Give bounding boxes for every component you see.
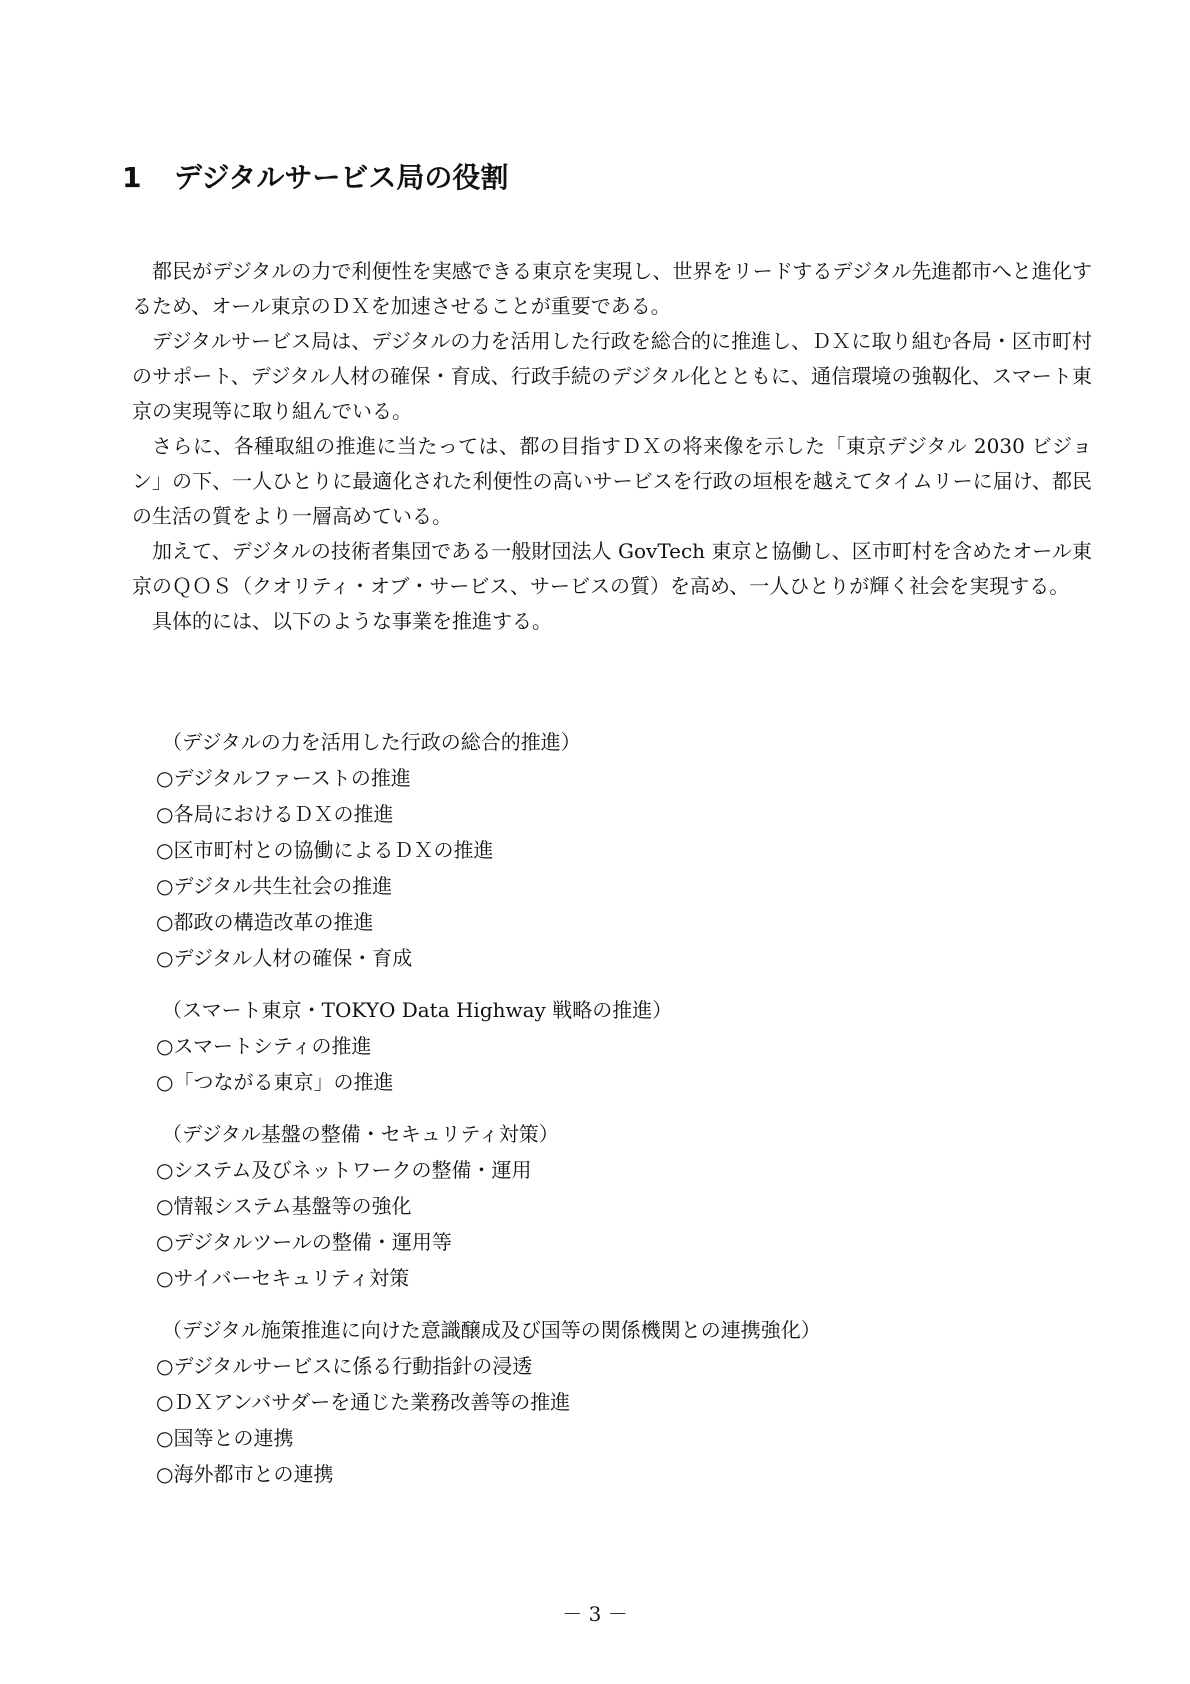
list-item	[156, 760, 1056, 796]
circle-bullet-icon: ○	[156, 1158, 174, 1182]
section-title: （デジタル基盤の整備・セキュリティ対策）	[162, 1122, 559, 1146]
item-label: スマートシティの推進	[173, 1034, 372, 1058]
circle-bullet-icon: ○	[156, 838, 174, 862]
page-number: － 3 －	[562, 1602, 628, 1626]
item-label: 各局におけるＤＸの推進	[173, 802, 394, 826]
circle-bullet-icon: ○	[156, 1230, 174, 1254]
item-label: 海外都市との連携	[173, 1462, 334, 1486]
list-item	[156, 904, 1056, 940]
item-label: システム及びネットワークの整備・運用	[173, 1158, 532, 1182]
paragraph: さらに、各種取組の推進に当たっては、都の目指すＤＸの将来像を示した「東京デジタル 2030 ビジョン」の下、一人ひとりに最適化された利便性の高いサービスを行政の垣根を越えてタイムリーに届け、都民の生活の質をより一層高めている。	[132, 434, 1092, 528]
item-label: デジタル共生社会の推進	[173, 874, 393, 898]
item-label: 情報システム基盤等の強化	[173, 1194, 412, 1218]
item-label: デジタルファーストの推進	[173, 766, 411, 790]
circle-bullet-icon: ○	[156, 1426, 174, 1450]
list-item	[156, 1064, 1056, 1100]
list-item	[156, 1348, 1056, 1384]
item-label: サイバーセキュリティ対策	[173, 1266, 410, 1290]
item-label: 区市町村との協働によるＤＸの推進	[173, 838, 494, 862]
list-item	[156, 832, 1056, 868]
list-item	[156, 1456, 1056, 1492]
list-item	[156, 1188, 1056, 1224]
circle-bullet-icon: ○	[156, 946, 174, 970]
item-label: 「つながる東京」の推進	[173, 1070, 394, 1094]
circle-bullet-icon: ○	[156, 1390, 174, 1414]
paragraph: 加えて、デジタルの技術者集団である一般財団法人 GovTech 東京と協働し、区市町村を含めたオール東京のＱＯＳ（クオリティ・オブ・サービス、サービスの質）を高め、一人ひとりが輝く社会を実現する。	[132, 539, 1092, 598]
list-item	[156, 796, 1056, 832]
page-heading	[122, 158, 508, 198]
item-label: デジタル人材の確保・育成	[173, 946, 413, 970]
item-label: 都政の構造改革の推進	[173, 910, 374, 934]
initiative-sections	[156, 724, 1056, 1508]
circle-bullet-icon: ○	[156, 802, 174, 826]
section-awareness-cooperation	[156, 1312, 1056, 1492]
section-digital-infrastructure	[156, 1116, 1056, 1296]
heading-number: 1	[122, 161, 142, 194]
circle-bullet-icon: ○	[156, 1354, 174, 1378]
paragraph: デジタルサービス局は、デジタルの力を活用した行政を総合的に推進し、ＤＸに取り組む各局・区市町村のサポート、デジタル人材の確保・育成、行政手続のデジタル化とともに、通信環境の強靱化、スマート東京の実現等に取り組んでいる。	[132, 329, 1092, 423]
list-item	[156, 1152, 1056, 1188]
circle-bullet-icon: ○	[156, 1266, 174, 1290]
list-item	[156, 1420, 1056, 1456]
circle-bullet-icon: ○	[156, 766, 174, 790]
list-item	[156, 1028, 1056, 1064]
circle-bullet-icon: ○	[156, 1070, 174, 1094]
list-item	[156, 940, 1056, 976]
list-item	[156, 1260, 1056, 1296]
circle-bullet-icon: ○	[156, 1194, 174, 1218]
list-item	[156, 1384, 1056, 1420]
paragraph: 都民がデジタルの力で利便性を実感できる東京を実現し、世界をリードするデジタル先進都市へと進化するため、オール東京のＤＸを加速させることが重要である。	[132, 259, 1092, 318]
item-label: デジタルサービスに係る行動指針の浸透	[173, 1354, 533, 1378]
paragraph: 具体的には、以下のような事業を推進する。	[152, 609, 552, 633]
heading-title: デジタルサービス局の役割	[174, 161, 509, 194]
circle-bullet-icon: ○	[156, 1462, 174, 1486]
section-title: （スマート東京・TOKYO Data Highway 戦略の推進）	[162, 998, 673, 1022]
circle-bullet-icon: ○	[156, 1034, 174, 1058]
section-smart-tokyo	[156, 992, 1056, 1100]
item-label: 国等との連携	[173, 1426, 294, 1450]
item-label: デジタルツールの整備・運用等	[173, 1230, 452, 1254]
item-label: ＤＸアンバサダーを通じた業務改善等の推進	[173, 1390, 571, 1414]
section-title: （デジタル施策推進に向けた意識醸成及び国等の関係機関との連携強化）	[162, 1318, 821, 1342]
section-digital-administration	[156, 724, 1056, 976]
intro-text	[132, 254, 1092, 639]
circle-bullet-icon: ○	[156, 910, 174, 934]
list-item	[156, 868, 1056, 904]
list-item	[156, 1224, 1056, 1260]
circle-bullet-icon: ○	[156, 874, 174, 898]
section-title: （デジタルの力を活用した行政の総合的推進）	[162, 730, 581, 754]
